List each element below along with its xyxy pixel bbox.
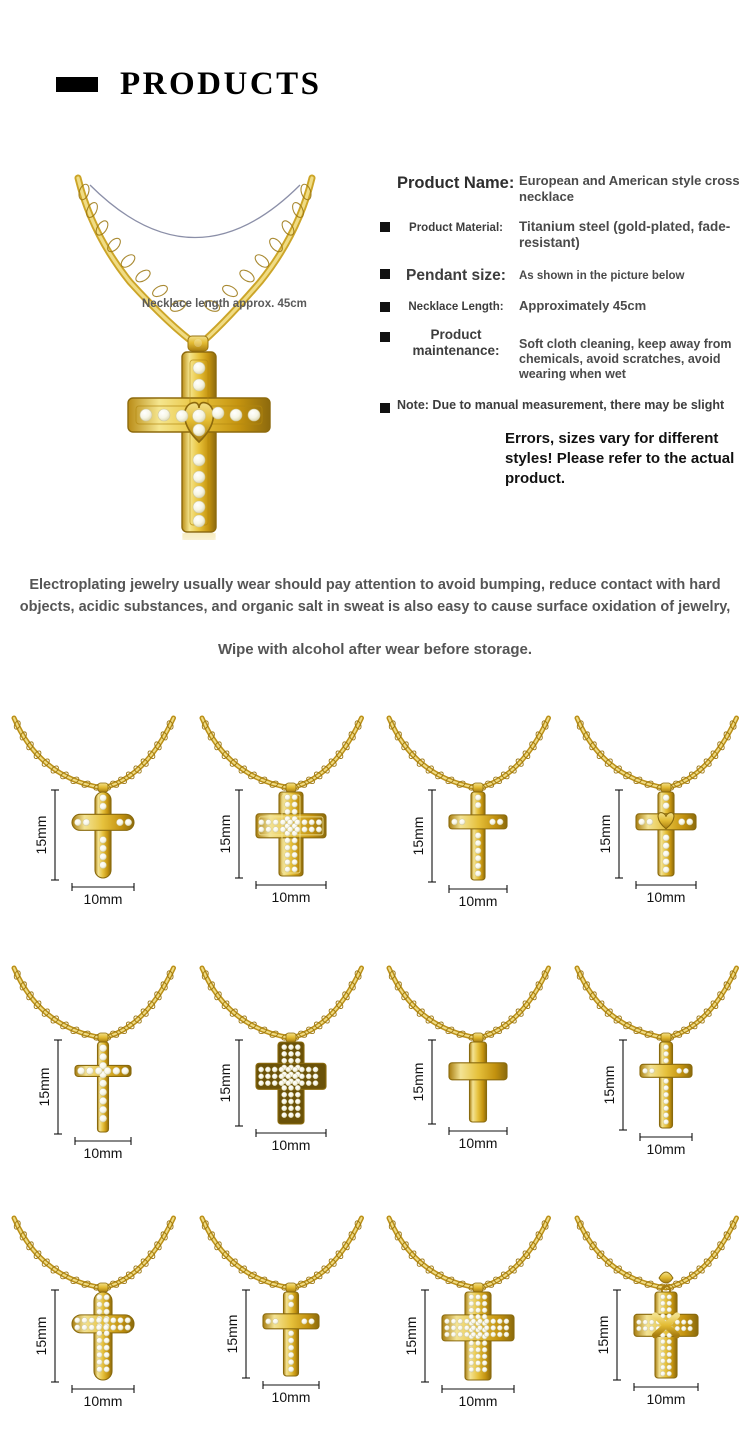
dimension-width-label: 10mm [83, 1145, 123, 1161]
product-variant-cell[interactable] [563, 700, 750, 950]
spec-value: Soft cloth cleaning, keep away from chemicals, avoid scratches, avoid wearing when wet [519, 336, 732, 381]
spec-row-necklace-length [380, 297, 742, 315]
dimension-height-label: 15mm [410, 1062, 426, 1102]
bullet-square-icon [380, 403, 390, 413]
product-variant-grid [0, 700, 750, 1447]
product-variant-cell[interactable] [563, 1200, 750, 1447]
rectangle-bar-icon [56, 77, 98, 92]
dimension-width-label: 10mm [271, 1389, 310, 1405]
spec-label: Product Material: [409, 221, 503, 234]
spec-label: Product Name: [397, 174, 515, 192]
dimension-width-label: 10mm [458, 893, 498, 909]
product-variant-cell[interactable] [375, 1200, 563, 1447]
dark-inlay-pave-cross-icon [188, 950, 376, 1200]
dimension-width-label: 10mm [646, 889, 685, 905]
product-variant-cell[interactable] [188, 1200, 376, 1447]
spec-label: Necklace Length: [408, 300, 504, 313]
measurement-note: Note: Due to manual measurement, there may be slight [397, 398, 725, 413]
narrow-pave-cross-icon [563, 950, 750, 1200]
dimension-height-label: 15mm [33, 1316, 49, 1356]
dimension-height-label: 15mm [36, 1067, 52, 1107]
beaded-outline-cross-icon [0, 950, 188, 1200]
spec-value: Titanium steel (gold-plated, fade-resistant) [519, 218, 731, 251]
wide-beveled-pave-cross-icon [188, 700, 376, 950]
bullet-square-icon [380, 332, 390, 342]
bullet-square-icon [380, 222, 390, 232]
dimension-height-label: 15mm [403, 1316, 419, 1356]
product-variant-cell[interactable] [563, 950, 750, 1200]
dimension-height-label: 15mm [596, 814, 613, 854]
dimension-width-label: 10mm [271, 1137, 310, 1153]
product-variant-cell[interactable] [188, 700, 376, 950]
dimension-height-label: 15mm [600, 1065, 617, 1105]
hero-product-image [30, 140, 360, 540]
page-header [56, 66, 322, 103]
care-main-text: Electroplating jewelry usually wear should pay attention to avoid bumping, reduce contact with hard objects, acidic substances, and organic salt in sweat is also easy to cause surface oxidation of jewelry, [19, 577, 731, 616]
product-variant-cell[interactable] [0, 700, 188, 950]
heart-center-cross-icon [563, 700, 750, 950]
dimension-height-label: 15mm [410, 816, 426, 856]
measurement-errors-note: Errors, sizes vary for different styles! Please refer to the actual product. [505, 430, 735, 488]
dimension-height-label: 15mm [216, 1063, 233, 1103]
product-spec-table [380, 172, 742, 489]
measurement-note-row [380, 398, 742, 413]
care-sub-text: Wipe with alcohol after wear before storage. [217, 640, 533, 658]
bullet-square-icon [380, 269, 390, 279]
rounded-tip-pave-cross-icon [0, 1200, 188, 1447]
spec-row-pendant-size [380, 264, 742, 285]
x-band-pave-cross-icon [563, 1200, 750, 1447]
dimension-width-label: 10mm [646, 1141, 685, 1157]
page-title: PRODUCTS [120, 66, 322, 102]
bullet-square-icon [380, 302, 390, 312]
dimension-width-label: 10mm [458, 1135, 498, 1151]
dimension-width-label: 10mm [458, 1393, 498, 1409]
dimension-width-label: 10mm [83, 1393, 123, 1409]
full-pave-block-cross-icon [375, 1200, 563, 1447]
thin-stone-line-cross-icon [188, 1200, 376, 1447]
spec-value: European and American style cross necklace [519, 173, 740, 204]
product-variant-cell[interactable] [375, 950, 563, 1200]
cross-pendant-heart-icon [30, 140, 360, 540]
plain-bar-cross-icon [375, 950, 563, 1200]
round-stone-cross-icon [0, 700, 188, 950]
dimension-height-label: 15mm [223, 1314, 240, 1354]
dimension-width-label: 10mm [83, 891, 123, 907]
product-variant-cell[interactable] [0, 950, 188, 1200]
spec-label: Pendant size: [406, 266, 506, 284]
spec-row-product-maintenance [380, 327, 742, 383]
dimension-height-label: 15mm [216, 814, 233, 854]
spec-label: Product maintenance: [412, 326, 500, 359]
dimension-height-label: 15mm [33, 815, 49, 855]
dimension-height-label: 15mm [594, 1315, 611, 1355]
dimension-width-label: 10mm [271, 889, 310, 905]
care-instructions [0, 574, 750, 658]
spec-value: Approximately 45cm [519, 297, 647, 313]
product-variant-cell[interactable] [188, 950, 376, 1200]
product-variant-cell[interactable] [375, 700, 563, 950]
dimension-width-label: 10mm [646, 1391, 685, 1407]
spec-row-product-material [380, 217, 742, 252]
spec-value: As shown in the picture below [519, 269, 685, 282]
necklace-length-caption: Necklace length approx. 45cm [142, 298, 307, 310]
spec-row-product-name [380, 172, 742, 205]
product-variant-cell[interactable] [0, 1200, 188, 1447]
slim-double-row-cross-icon [375, 700, 563, 950]
